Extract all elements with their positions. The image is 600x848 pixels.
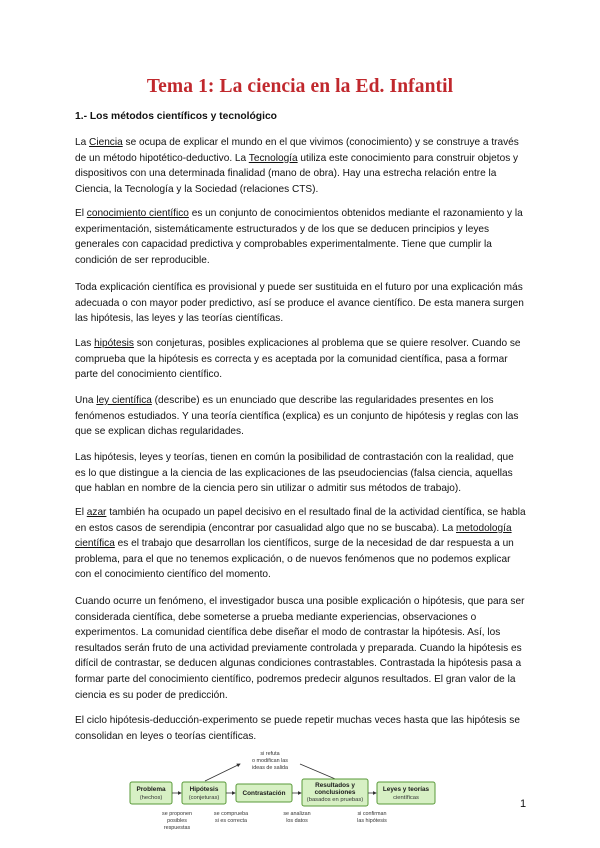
box-resultados-label: Resultados y xyxy=(315,782,355,789)
text-run: se ocupa de explicar el mundo en el que vivimos (conocimiento) y se construye a través de un método hipotético-deductivo. La xyxy=(75,137,519,164)
box-hipotesis-label: Hipótesis xyxy=(189,786,219,793)
box-leyes-label: Leyes y teorías xyxy=(382,786,430,793)
underlined-term: hipótesis xyxy=(94,338,134,349)
paragraph-ciclo: El ciclo hipótesis-deducción-experimento se puede repetir muchas veces hasta que las hipótesis se consolidan en leyes o teorías científicas. xyxy=(75,715,520,742)
underlined-term: azar xyxy=(86,507,107,518)
underlined-term: Ciencia xyxy=(89,137,123,148)
box-problema-label: Problema xyxy=(136,786,166,793)
underlined-term: metodología científica xyxy=(75,522,512,550)
note-confirman-2: las hipótesis xyxy=(357,818,387,824)
box-hipotesis-sub: (conjeturas) xyxy=(188,795,220,801)
box-contrastacion-label: Contrastación xyxy=(242,790,286,797)
text-run: El xyxy=(75,208,87,219)
note-analizan-2: los datos xyxy=(286,818,308,824)
text-run: utiliza este conocimiento para construir objetos y dispositivos con una determinada finalidad (mano de obra). Hay una estrecha relación entre la Ciencia, la Tecnología y la Sociedad (relaciones CTS). xyxy=(75,152,519,195)
text-run: El xyxy=(75,507,87,518)
section-heading: 1.- Los métodos científicos y tecnológico xyxy=(75,111,277,122)
note-comprueba-2: si es correcta xyxy=(214,818,248,824)
paragraph-fenomeno: Cuando ocurre un fenómeno, el investigador busca una posible explicación o hipótesis, que para ser considerada científica, debe someterse a prueba mediante experiencias, observaciones o experimentos. La comunidad científica debe diseñar el modo de contrastar la hipótesis. Así, los resultados serán fruto de una actividad previamente controlada y preparada. Cuando la hipótesis es difícil de contrastar, se deducen algunas condiciones contrastables. Contrastada la hipótesis pasa a formar parte del conocimiento científico, podremos predecir algunos resultados. El gran valor de la ciencia es su poder de predicción. xyxy=(75,596,525,701)
text-run: son conjeturas, posibles explicaciones al problema que se quiere resolver. Cuando se comprueba que la hipótesis es correcta y es aceptada por la comunidad científica, pasa a formar parte del conocimiento científico. xyxy=(75,338,521,381)
paragraph-pseudociencias: Las hipótesis, leyes y teorías, tienen en común la posibilidad de contrastación con la realidad, que es lo que distingue a la ciencia de las explicaciones de las pseudociencias (falsa ciencia, aquellas que hablan en nombre de la ciencia pero sin utilizar o admitir sus métodos de trabajo). xyxy=(75,452,514,495)
paragraph-provisional: Toda explicación científica es provisional y puede ser sustituida en el futuro por una explicación más adecuada o con mayor poder predictivo, así se produce el avance científico. De esta manera surgen las hipótesis, las leyes y las teorías científicas. xyxy=(75,282,524,325)
text-run: es un conjunto de conocimientos obtenidos mediante el razonamiento y la experimentación, sistemáticamente estructurados y de los que se deducen principios y leyes generales con capacidad predictiva y comprobables experimentalmente. Tiene que cumplir la condición de ser reproducible. xyxy=(75,208,523,266)
text-run: Una xyxy=(75,395,97,406)
feedback-arrow-left xyxy=(205,764,240,781)
page-number: 1 xyxy=(520,798,527,810)
box-leyes-sub: científicas xyxy=(393,795,419,801)
note-confirman-1: si confirman xyxy=(357,811,387,817)
box-resultados-label2: conclusiones xyxy=(314,789,356,796)
note-comprueba-1: se comprueba xyxy=(213,811,249,817)
text-run: (describe) es un enunciado que describe las regularidades presentes en los fenómenos estudiados. Y una teoría científica (explica) es un conjunto de hipótesis y reglas con las que se explican dichas regularidades. xyxy=(75,395,519,438)
feedback-arrow-right xyxy=(300,764,340,781)
note-propuestas-1: se proponen xyxy=(162,811,192,817)
box-resultados-sub: (basados en pruebas) xyxy=(306,797,364,803)
text-run: es el trabajo que desarrollan los científicos, surge de la necesidad de dar respuesta a un problema, para el que no tenemos explicación, o de nuevos fenómenos que no podemos explicar con el conocimiento científico del momento. xyxy=(75,538,514,581)
note-propuestas-2: posibles xyxy=(167,818,187,824)
feedback-note-line1: si refuta xyxy=(260,751,280,757)
text-run: La xyxy=(75,137,90,148)
note-propuestas-3: respuestas xyxy=(163,825,191,831)
underlined-term: conocimiento científico xyxy=(86,208,189,219)
text-run: también ha ocupado un papel decisivo en el resultado final de la actividad científica, se habla en estos casos de serendipia (encontrar por casualidad algo que no se buscaba). La xyxy=(75,507,526,534)
feedback-note-line2: o modifican las xyxy=(252,758,288,764)
text-run: Las xyxy=(75,338,95,349)
page-title: Tema 1: La ciencia en la Ed. Infantil xyxy=(146,76,454,97)
box-problema-sub: (hechos) xyxy=(139,795,163,801)
note-analizan-1: se analizan xyxy=(283,811,311,817)
feedback-note-line3: ideas de salida xyxy=(252,765,288,771)
underlined-term: ley científica xyxy=(96,395,152,406)
underlined-term: Tecnología xyxy=(248,152,298,164)
